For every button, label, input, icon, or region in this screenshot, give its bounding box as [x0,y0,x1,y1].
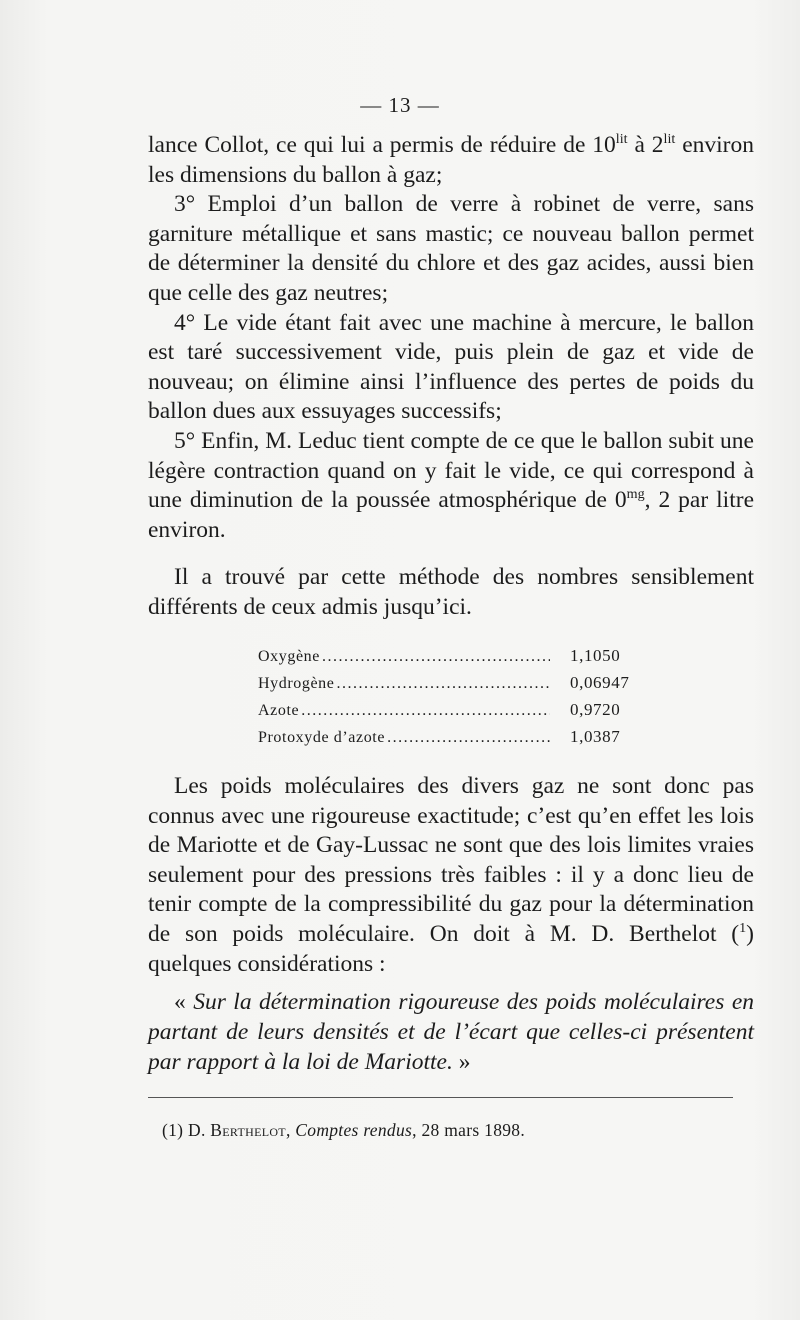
dot-leader [301,702,550,720]
paragraph-item-3: 3° Emploi d’un ballon de verre à robinet de verre, sans garniture métallique et sans mastic; ce nouveau ballon permet de déterminer la densité du chlore et des gaz acides, aussi bien que celle des gaz neutres; [148,191,754,306]
text-block-bottom [148,772,754,979]
footnote-reference: 1 [739,920,747,937]
table-row [258,673,658,700]
paragraph-item-4: 4° Le vide étant fait avec une machine à mercure, le ballon est taré successivement vide, puis plein de gaz et vide de nouveau; on élimine ainsi l’influence des pertes de poids du ballon dues aux essuyages successifs; [148,309,754,425]
quoted-title-text: Sur la détermination rigoureuse des poids moléculaires en partant de leurs densités et de l’écart que celles-ci présentent par rapport à la loi de Mariotte. [148,989,755,1075]
footnote-divider [148,1097,733,1098]
dot-leader [387,729,550,747]
footnote-marker: (1) [162,1120,184,1140]
footnote-author: D. Berthelot [188,1120,286,1140]
gas-name: Protoxyde d’azote [258,729,386,746]
paragraph-molecular-weights: Les poids moléculaires des divers gaz ne sont donc pas connus avec une rigoureuse exactitude; c’est qu’en effet les lois de Mariotte et de Gay-Lussac ne sont que des lois limites vraies seulement pour des pressions très faibles : il y a donc lieu de tenir compte de la compressibilité du gaz pour la détermination de son poids moléculaire. On doit à M. D. Berthelot ($^1$) quelques considérations : [148,773,754,977]
quoted-title: « Sur la détermination rigoureuse des poids moléculaires en partant de leurs densités et de l’écart que celles-ci présentent par rapport à la loi de Mariotte. » [148,989,755,1075]
text-block-top [148,131,754,545]
gas-name: Hydrogène [258,675,335,692]
dot-leader [322,648,550,666]
gas-density: 1,1050 [570,646,621,665]
table-row [258,700,658,727]
gas-density: 0,9720 [570,700,621,719]
table-row [258,646,658,673]
gas-name: Azote [258,702,300,719]
density-table [258,646,658,754]
footnote: (1) D. Berthelot, Comptes rendus, 28 mars 1898. [162,1120,526,1140]
table-row [258,727,658,754]
footnote-journal: Comptes rendus [295,1120,413,1140]
paragraph-item-5: 5° Enfin, M. Leduc tient compte de ce que le ballon subit une légère contraction quand on y fait le vide, ce qui correspond à une diminution de la poussée atmosphérique de $0^{mg}$, 2 par litre environ. [148,427,754,543]
footnote-date: 28 mars 1898. [421,1120,526,1140]
gas-density: 0,06947 [570,673,630,692]
dot-leader [337,675,551,693]
page-number: — 13 — [360,93,440,117]
paragraph-continuation: lance Collot, ce qui lui a permis de réduire de $10^{lit}$ à $2^{lit}$ environ les dimensions du ballon à gaz; [148,131,754,188]
gas-density: 1,0387 [570,727,621,746]
gas-name: Oxygène [258,648,320,665]
text-block-method [148,563,754,622]
paragraph-method: Il a trouvé par cette méthode des nombres sensiblement différents de ceux admis jusqu’ici. [148,564,754,620]
